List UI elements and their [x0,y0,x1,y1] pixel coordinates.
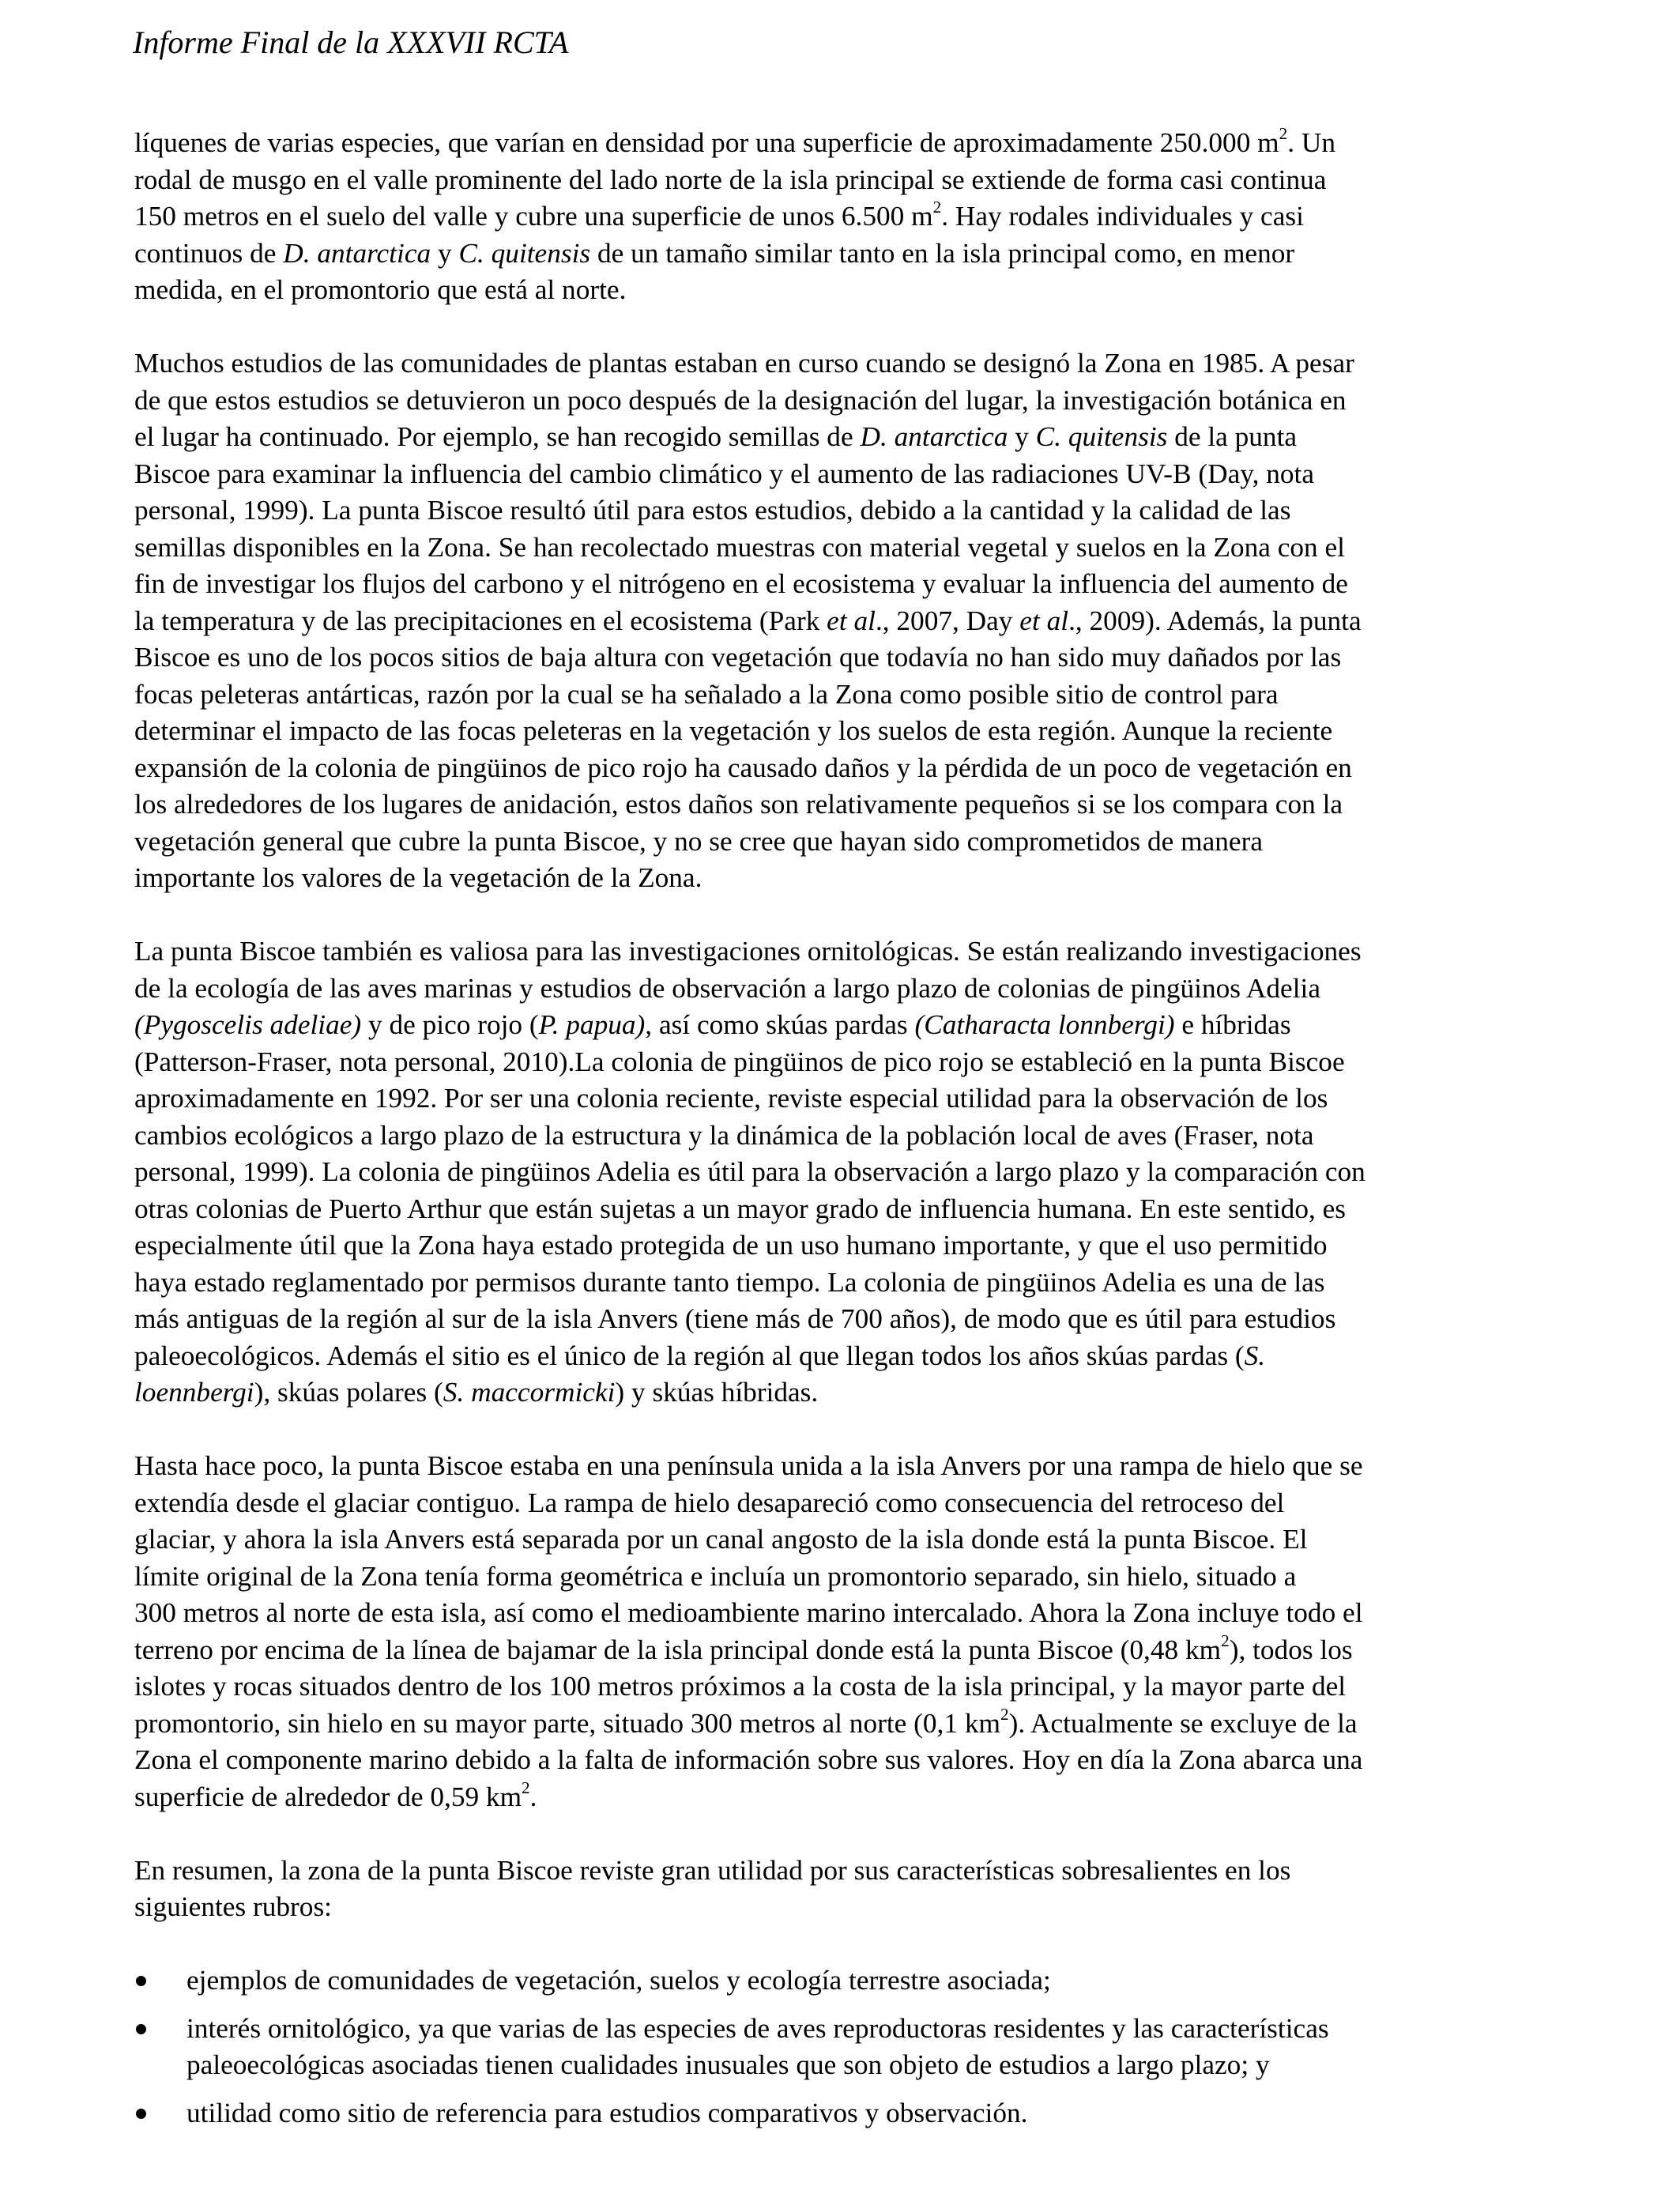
text-run: ), skúas polares ( [254,1377,443,1408]
text-run: , así como skúas pardas [645,1009,915,1040]
text-run: Biscoe es uno de los pocos sitios de baja altura con vegetación que todavía no han sido muy dañados por las [134,642,1342,673]
text-run: la temperatura y de las precipitaciones en el ecosistema (Park [134,605,827,636]
text-line [134,639,1557,677]
text-line [186,2047,1557,2084]
paragraph [134,1853,1557,1926]
text-line [134,566,1557,603]
text-line [134,1374,1557,1412]
text-run: y [1008,421,1036,452]
superscript: 2 [1221,1630,1230,1650]
text-run: haya estado reglamentado por permisos durante tanto tiempo. La colonia de pingüinos Adelia es una de las [134,1266,1325,1298]
text-line [134,272,1557,309]
text-line [134,419,1557,456]
text-run: promontorio, sin hielo en su mayor parte, situado 300 metros al norte (0,1 km [134,1707,1000,1739]
italic-text: et al [1019,605,1069,636]
text-run: . Hay rodales individuales y casi [941,201,1304,232]
text-run: (Patterson-Fraser, nota personal, 2010).La colonia de pingüinos de pico rojo se estableció en la punta Biscoe [134,1046,1345,1077]
text-line [134,1191,1557,1228]
superscript: 2 [1000,1704,1009,1724]
italic-text: (Pygoscelis adeliae) [134,1009,362,1040]
text-run: interés ornitológico, ya que varias de las especies de aves reproductoras residentes y las características [186,2012,1329,2044]
text-run: Zona el componente marino debido a la falta de información sobre sus valores. Hoy en día la Zona abarca una [134,1744,1363,1775]
text-run: 300 metros al norte de esta isla, así como el medioambiente marino intercalado. Ahora la Zona incluye todo el [134,1597,1363,1628]
document-body [134,125,1557,2143]
superscript: 2 [932,198,942,217]
text-line [186,2011,1557,2048]
text-line [134,1448,1557,1485]
italic-text: loennbergi [134,1377,254,1408]
text-line [134,1559,1557,1596]
text-run: y de pico rojo ( [361,1009,539,1040]
bullet-list [134,1962,1557,2132]
text-run: Muchos estudios de las comunidades de plantas estaban en curso cuando se designó la Zona en 1985. A pesar [134,348,1354,379]
text-line [134,1265,1557,1302]
text-run: paleoecológicos. Además el sitio es el único de la región al que llegan todos los años skúas pardas ( [134,1340,1245,1371]
text-run: continuos de [134,237,284,269]
text-line [134,824,1557,861]
text-run: extendía desde el glaciar contiguo. La rampa de hielo desapareció como consecuencia del retroceso del [134,1487,1285,1518]
text-line [134,1154,1557,1191]
text-run: siguientes rubros: [134,1891,332,1922]
text-run: líquenes de varias especies, que varían en densidad por una superficie de aproximadamente 250.000 m [134,127,1279,158]
text-line [134,236,1557,273]
text-line [134,1521,1557,1559]
italic-text: D. antarctica [860,421,1008,452]
text-run: los alrededores de los lugares de anidación, estos daños son relativamente pequeños si se los compara con la [134,789,1343,820]
text-line [134,1301,1557,1338]
text-run: Hasta hace poco, la punta Biscoe estaba en una península unida a la isla Anvers por una rampa de hielo que se [134,1450,1363,1481]
italic-text: S. maccormicki [443,1377,616,1408]
text-run: ., 2007, Day [875,605,1020,636]
italic-text: (Catharacta lonnbergi) [914,1009,1175,1040]
text-run: ejemplos de comunidades de vegetación, suelos y ecología terrestre asociada; [186,1965,1051,1996]
text-run: ., 2009). Además, la punta [1068,605,1362,636]
text-line [134,492,1557,530]
text-line [134,530,1557,567]
text-line [134,162,1557,199]
text-run: paleoecológicas asociadas tienen cualidades inusuales que son objeto de estudios a largo plazo; y [186,2049,1270,2080]
italic-text: C. quitensis [1035,421,1168,452]
text-run: de la ecología de las aves marinas y estudios de observación a largo plazo de colonias de pingüinos Adelia [134,972,1320,1004]
text-run: semillas disponibles en la Zona. Se han recolectado muestras con material vegetal y suelos en la Zona con el [134,531,1345,563]
text-run: de un tamaño similar tanto en la isla principal como, en menor [590,237,1295,269]
text-run: e híbridas [1174,1009,1291,1040]
text-run: otras colonias de Puerto Arthur que están sujetas a un mayor grado de influencia humana. En este sentido, es [134,1193,1347,1224]
text-line [134,198,1557,236]
text-line [134,125,1557,162]
text-run: límite original de la Zona tenía forma geométrica e incluía un promontorio separado, sin hielo, situado a [134,1560,1297,1592]
running-header: Informe Final de la XXXVII RCTA [133,25,569,60]
text-line [134,1632,1557,1669]
text-run: importante los valores de la vegetación de la Zona. [134,862,703,893]
text-run: fin de investigar los flujos del carbono y el nitrógeno en el ecosistema y evaluar la influencia del aumento de [134,568,1348,599]
text-line [134,933,1557,971]
text-line [134,1485,1557,1522]
paragraph [134,1448,1557,1815]
text-line [134,1595,1557,1632]
text-run: ) y skúas híbridas. [615,1377,819,1408]
bullet-dot-icon [136,1976,146,1986]
text-line [134,383,1557,420]
text-run: ), todos los [1229,1634,1353,1665]
text-run: personal, 1999). La punta Biscoe resultó útil para estos estudios, debido a la cantidad y la calidad de las [134,495,1291,526]
bullet-dot-icon [136,2024,146,2034]
text-run: medida, en el promontorio que está al norte. [134,274,627,305]
text-run: de la punta [1167,421,1298,452]
text-line [134,750,1557,787]
text-line [134,1853,1557,1890]
text-run: 150 metros en el suelo del valle y cubre una superficie de unos 6.500 m [134,201,933,232]
text-line [134,1706,1557,1743]
bullet-item [134,2095,1557,2132]
text-line [134,1118,1557,1155]
italic-text: D. antarctica [283,237,431,269]
text-line [134,713,1557,750]
text-run: En resumen, la zona de la punta Biscoe reviste gran utilidad por sus características sobresalientes en los [134,1854,1291,1886]
text-run: ). Actualmente se excluye de la [1008,1707,1358,1739]
text-run: cambios ecológicos a largo plazo de la estructura y la dinámica de la población local de aves (Fraser, nota [134,1119,1314,1151]
paragraph [134,933,1557,1412]
text-run: . Un [1287,127,1336,158]
bullet-dot-icon [136,2109,146,2119]
text-line [134,1080,1557,1118]
text-line [134,860,1557,897]
text-run: y [431,237,459,269]
text-run: islotes y rocas situados dentro de los 100 metros próximos a la costa de la isla principal, y la mayor parte del [134,1671,1347,1702]
text-run: La punta Biscoe también es valiosa para las investigaciones ornitológicas. Se están realizando investigaciones [134,936,1362,967]
text-run: terreno por encima de la línea de bajamar de la isla principal donde está la punta Biscoe (0,48 km [134,1634,1222,1665]
text-line [134,677,1557,714]
text-line [134,1889,1557,1926]
text-run: determinar el impacto de las focas peleteras en la vegetación y los suelos de esta región. Aunque la reciente [134,715,1333,746]
text-run: de que estos estudios se detuvieron un poco después de la designación del lugar, la investigación botánica en [134,384,1347,416]
superscript: 2 [1279,124,1288,144]
text-run: utilidad como sitio de referencia para estudios comparativos y observación. [186,2097,1028,2128]
superscript: 2 [522,1777,530,1797]
paragraph [134,125,1557,309]
text-run: personal, 1999). La colonia de pingüinos Adelia es útil para la observación a largo plazo y la comparación con [134,1156,1365,1187]
bullet-item [134,1962,1557,2000]
text-run: aproximadamente en 1992. Por ser una colonia reciente, reviste especial utilidad para la observación de los [134,1083,1328,1114]
text-line [134,1742,1557,1779]
text-run: . [529,1781,537,1812]
text-run: vegetación general que cubre la punta Biscoe, y no se cree que hayan sido comprometidos de manera [134,825,1263,857]
italic-text: P. papua) [538,1009,646,1040]
text-run: Biscoe para examinar la influencia del cambio climático y el aumento de las radiaciones UV-B (Day, nota [134,458,1315,489]
text-line [134,971,1557,1008]
text-line [134,1338,1557,1375]
text-run: superficie de alrededor de 0,59 km [134,1781,522,1812]
paragraph [134,345,1557,897]
italic-text: et al [827,605,876,636]
text-line [134,603,1557,640]
text-line [134,1044,1557,1081]
text-run: focas peleteras antárticas, razón por la cual se ha señalado a la Zona como posible sitio de control para [134,678,1279,710]
text-run: rodal de musgo en el valle prominente del lado norte de la isla principal se extiende de forma casi continua [134,164,1327,195]
text-line [186,2095,1557,2132]
text-line [134,1007,1557,1044]
text-run: el lugar ha continuado. Por ejemplo, se han recogido semillas de [134,421,861,452]
text-line [134,1779,1557,1816]
text-line [186,1962,1557,2000]
text-line [134,456,1557,493]
text-run: especialmente útil que la Zona haya estado protegida de un uso humano importante, y que el uso permitido [134,1230,1328,1261]
italic-text: C. quitensis [458,237,591,269]
text-run: glaciar, y ahora la isla Anvers está separada por un canal angosto de la isla donde está la punta Biscoe. El [134,1524,1308,1555]
text-line [134,345,1557,383]
text-run: expansión de la colonia de pingüinos de pico rojo ha causado daños y la pérdida de un poco de vegetación en [134,752,1352,783]
italic-text: S. [1244,1340,1266,1371]
text-run: más antiguas de la región al sur de la isla Anvers (tiene más de 700 años), de modo que es útil para estudios [134,1303,1336,1334]
paragraph-list [134,125,1557,1926]
text-line [134,786,1557,824]
text-line [134,1227,1557,1265]
text-line [134,1668,1557,1706]
bullet-item [134,2011,1557,2084]
